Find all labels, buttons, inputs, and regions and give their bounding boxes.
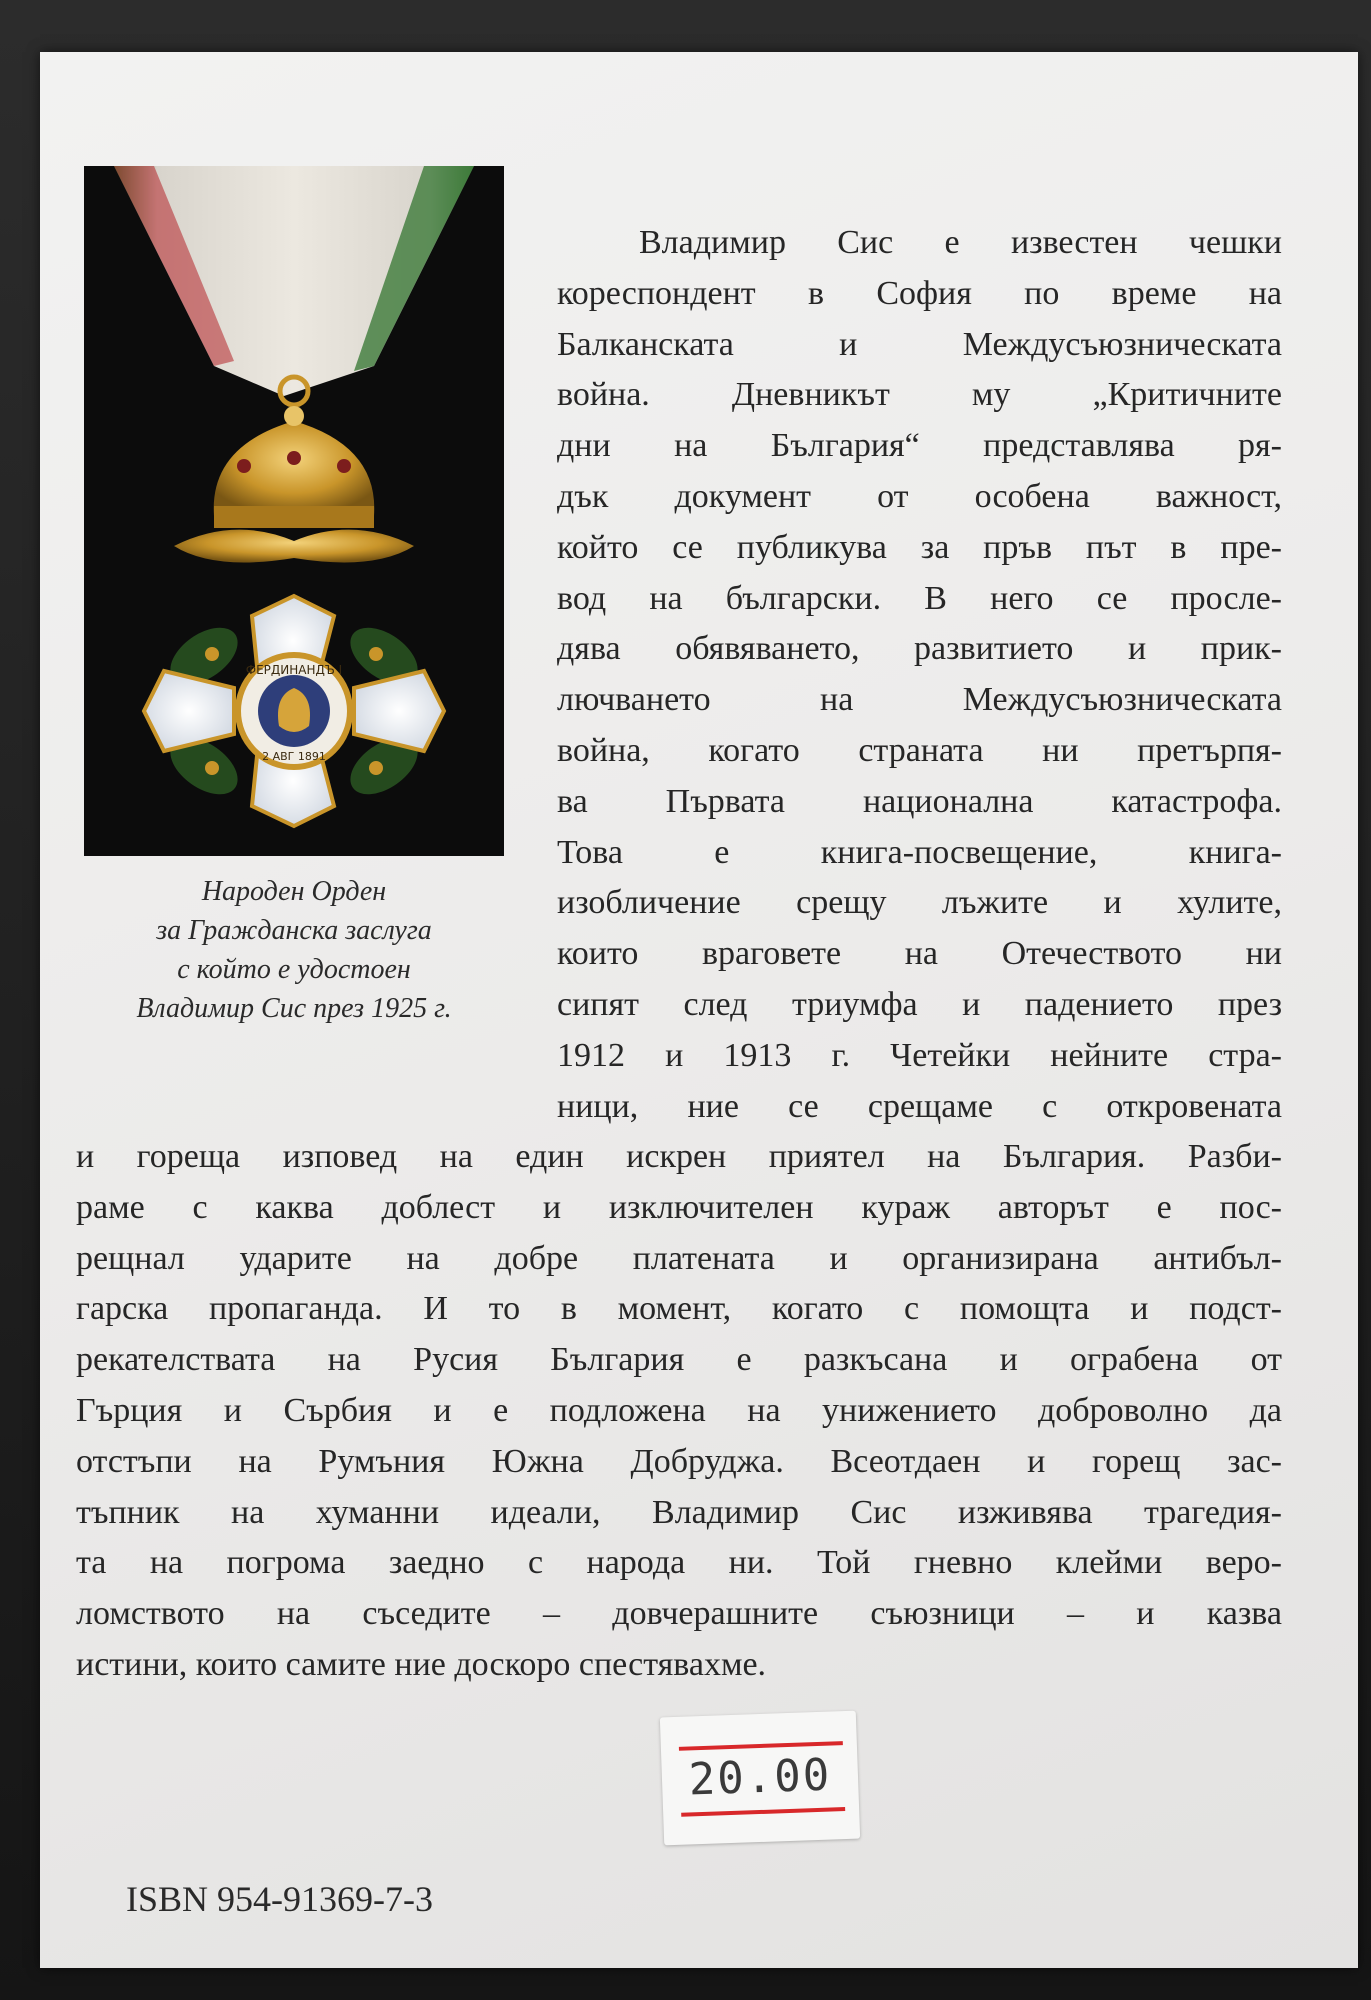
text-line: 1912 и 1913 г. Четейки нейните стра- (557, 1036, 1282, 1074)
text-line: раме с каква доблест и изключителен кураж авторът е пос- (76, 1188, 1282, 1226)
text-line: Това е книга-посвещение, книга- (557, 833, 1282, 871)
text-line: които враговете на Отечеството ни (557, 935, 1282, 973)
text-line: гарска пропаганда. И то в момент, когато с помощта и подст- (76, 1290, 1282, 1328)
caption-line: Владимир Сис през 1925 г. (136, 993, 452, 1024)
text-line: война. Дневникът му „Критичните (557, 376, 1282, 414)
caption-line: Народен Орден (201, 876, 387, 907)
text-line: отстъпи на Румъния Южна Добруджа. Всеотдаен и горещ зас- (76, 1442, 1282, 1480)
text-line: и гореща изповед на един искрен приятел на България. Разби- (76, 1138, 1282, 1175)
price-sticker (660, 1711, 860, 1846)
text-line: война, когато страната ни претърпя- (557, 731, 1282, 769)
text-line: тъпник на хуманни идеали, Владимир Сис изживява трагедия- (76, 1493, 1282, 1531)
text-line: Владимир Сис е известен чешки (639, 224, 1282, 261)
description-column (557, 218, 1282, 1132)
medal-inscription-bottom: 2 АВГ 1891 (262, 750, 326, 763)
text-line: кореспондент в София по време на (557, 274, 1282, 312)
text-line: изобличение срещу лъжите и хулите, (557, 884, 1282, 922)
description-full-width (76, 1132, 1282, 1691)
caption-line: с който е удостоен (177, 954, 411, 985)
text-line: вод на български. В него се просле- (557, 579, 1282, 617)
photo-caption (84, 872, 504, 1028)
text-line: та на погрома заедно с народа ни. Той гневно клейми веро- (76, 1544, 1282, 1582)
text-line: дява обявяването, развитието и прик- (557, 630, 1282, 668)
text-line: лючването на Междусъюзническата (557, 681, 1282, 719)
text-line: дни на България“ представлява ря- (557, 427, 1282, 465)
text-line: Гърция и Сърбия и е подложена на унижението доброволно да (76, 1391, 1282, 1429)
text-line: Балканската и Междусъюзническата (557, 325, 1282, 363)
text-line: истини, които самите ние доскоро спестявахме. (76, 1645, 767, 1683)
price-value: 20.00 (687, 1749, 833, 1806)
medal-inscription-top: ФЕРДИНАНДЪ I (245, 663, 343, 677)
text-line: ници, ние се срещаме с откровената (557, 1087, 1282, 1125)
text-line: сипят след триумфа и падението през (557, 985, 1282, 1023)
text-line: ва Първата национална катастрофа. (557, 782, 1282, 820)
isbn-number: ISBN 954-91369-7-3 (126, 1879, 433, 1919)
medal-photo (84, 166, 504, 856)
text-line: рещнал ударите на добре платената и организирана антибъл- (76, 1239, 1282, 1277)
text-line: рекателствата на Русия България е разкъсана и ограбена от (76, 1341, 1282, 1379)
text-line: дък документ от особена важност, (557, 477, 1282, 515)
price-red-line-bottom (681, 1807, 845, 1817)
medal-illustration (84, 166, 504, 856)
text-line: ломството на съседите – довчерашните съюзници – и казва (76, 1595, 1282, 1633)
text-line: който се публикува за пръв път в пре- (557, 528, 1282, 566)
caption-line: за Гражданска заслуга (156, 915, 432, 946)
book-back-cover (40, 52, 1358, 1968)
